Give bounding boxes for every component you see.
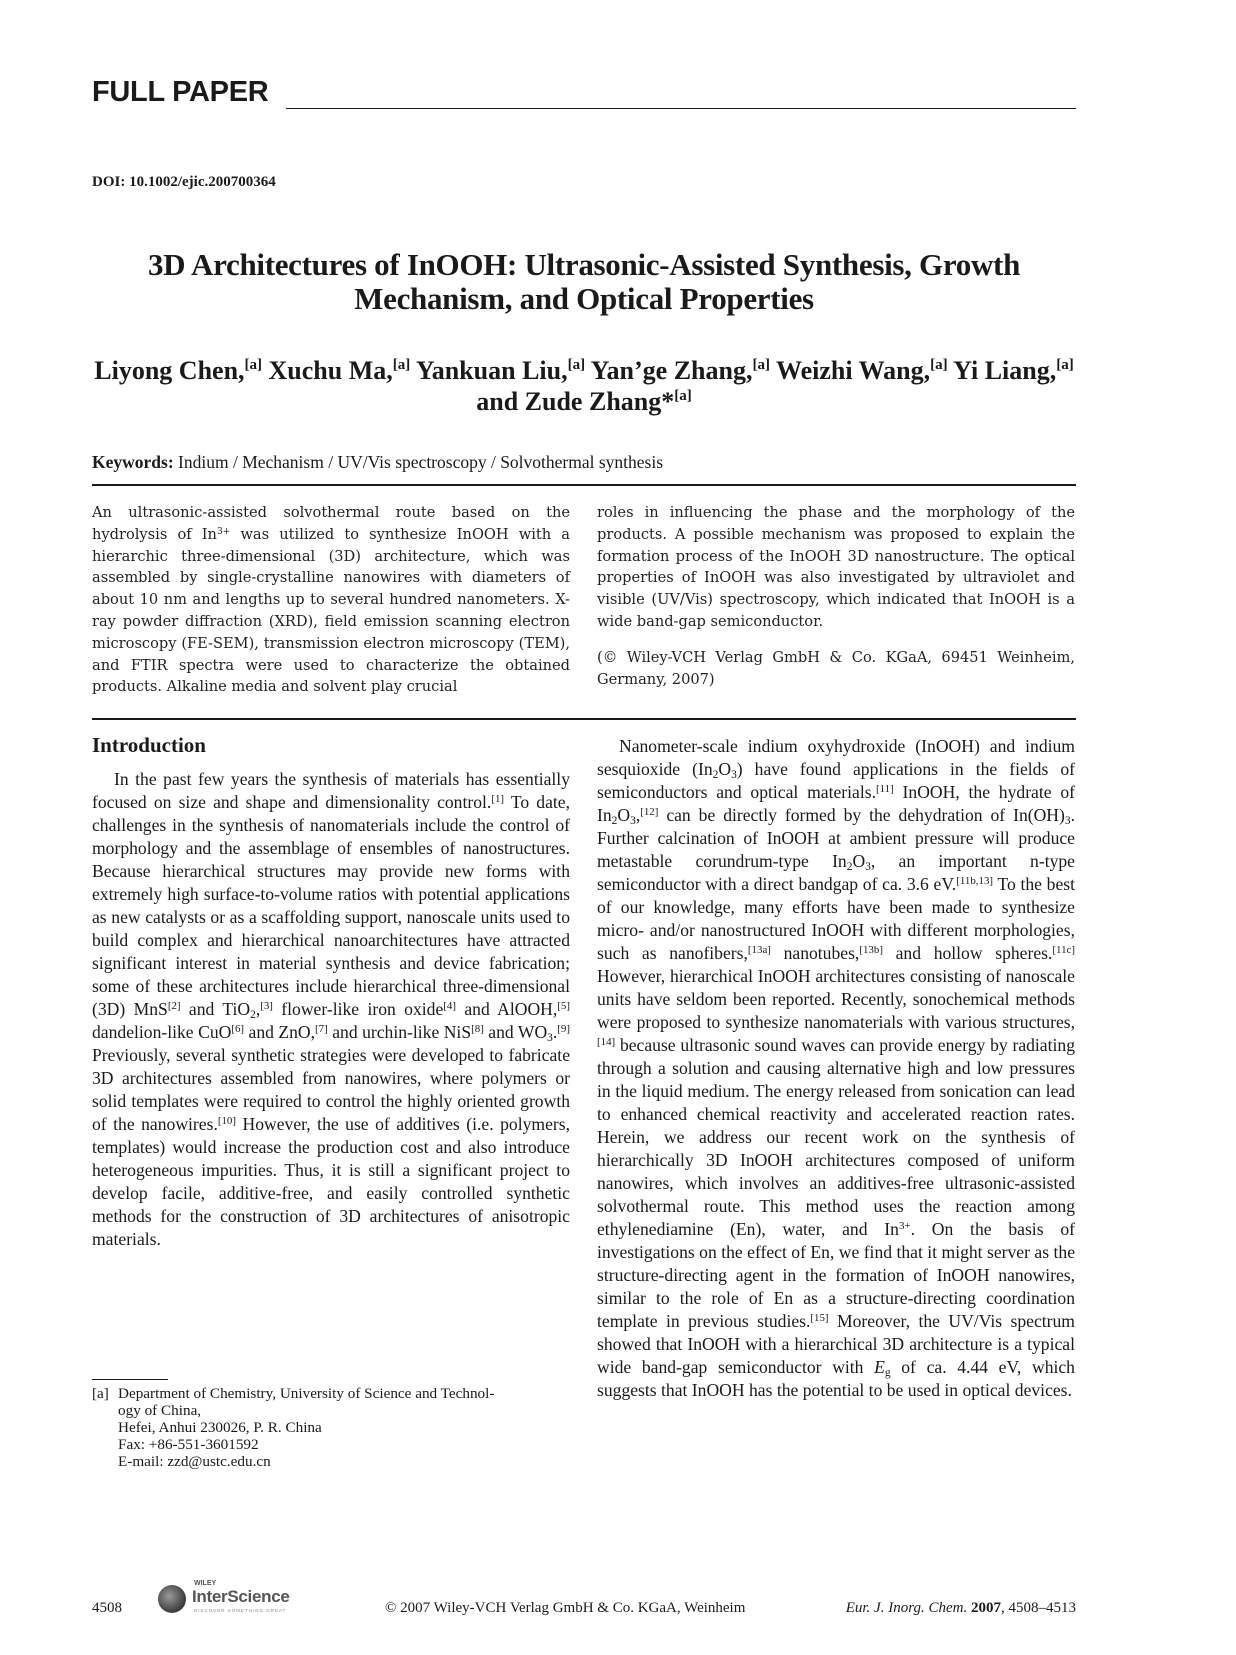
abstract-bottom-rule	[92, 718, 1076, 720]
affiliation-mark: [a]	[392, 357, 411, 373]
citation: [3]	[260, 1000, 273, 1012]
abstract-top-rule	[92, 484, 1076, 486]
author-corresponding: and Zude Zhang*	[476, 387, 675, 416]
body-left-column	[92, 768, 570, 1251]
journal-name: Eur. J. Inorg. Chem.	[845, 1600, 968, 1616]
interscience-logo: WILEY InterScience DISCOVER SOMETHING GREAT	[158, 1582, 318, 1618]
body-right-column	[597, 735, 1075, 1402]
citation: [2]	[167, 1000, 181, 1012]
paragraph: Nanometer-scale indium oxyhydroxide (InOOH) and indium sesquioxide $(In_2O_3)$ have found applications in the fields of semiconductors and optical materials.[11] InOOH, the hydrate of $In_2O_3,[12]$ can be directly formed by the dehydration of $In(OH)_3$. Further calcination of InOOH at ambient pressure will produce metastable corundrum-type $In_2O_3$, an important n-type semiconductor with a direct bandgap of ca. 3.6 eV.[11b,13] To the best of our knowledge, many efforts have been made to synthesize micro- and/or nanostructured InOOH with different morphologies, such as nanofibers,[13a] nanotubes,[13b] and hollow spheres.[11c] However, hierarchical InOOH architectures consisting of nanoscale units have seldom been reported. Recently, sonochemical methods were proposed to synthesize nanomaterials with various structures,[14] because ultrasonic sound waves can provide energy by radiating through a solution and causing alternative high and low pressures in the liquid medium. The energy released from sonication can lead to enhanced chemical reactivity and accelerated reaction rates. Herein, we address our recent work on the synthesis of hierarchically 3D InOOH architectures composed of uniform nanowires, which involves an additives-free ultrasonic-assisted solvothermal route. This method uses the reaction among ethylenediamine (En), water, and $In^{3+}$. On the basis of investigations on the effect of En, we find that it might server as the structure-directing agent in the formation of InOOH nanowires, similar to the role of En as a structure-directing coordination template in previous studies.[15] Moreover, the UV/Vis spectrum showed that InOOH with a hierarchical 3D architecture is a typical wide band-gap semiconductor with $E_g$ of ca. 4.44 eV, which suggests that InOOH has the potential to be used in optical devices.	[597, 736, 1076, 1400]
citation: [12]	[640, 806, 659, 818]
section-label: FULL PAPER	[92, 76, 269, 108]
keywords-list: Indium / Mechanism / UV/Vis spectroscopy / Solvothermal synthesis	[178, 452, 664, 472]
footnote-line: Department of Chemistry, University of Science and Technol-	[118, 1385, 495, 1402]
abstract-text: roles in influencing the phase and the morphology of the products. A possible mechanism was proposed to explain the formation process of the InOOH 3D nanostructure. The optical properties of InOOH was also investigated by ultraviolet and visible (UV/Vis) spectroscopy, which indicated that InOOH is a wide band-gap semiconductor.	[597, 504, 1075, 630]
header-rule	[286, 108, 1076, 109]
citation: [9]	[557, 1023, 570, 1035]
citation: [14]	[597, 1036, 616, 1048]
abstract-text: An ultrasonic-assisted solvothermal route based on the hydrolysis of $In^{3+}$ was utilized to synthesize InOOH with a hierarchic three-dimensional (3D) architecture, which was assembled by single-crystalline nanowires with diameters of about 10 nm and lengths up to several hundred nanometers. X-ray powder diffraction (XRD), field emission scanning electron microscopy (FE-SEM), transmission electron microscopy (TEM), and FTIR spectra were used to characterize the obtained products. Alkaline media and solvent play crucial	[92, 504, 571, 696]
citation: [10]	[217, 1115, 237, 1127]
author: Liyong Chen,	[94, 356, 245, 385]
affiliation-mark: [a]	[244, 357, 263, 373]
affiliation-mark: [a]	[930, 357, 948, 373]
affiliation-footnote	[92, 1385, 570, 1470]
citation: [7]	[315, 1023, 328, 1035]
citation: [4]	[443, 1000, 456, 1012]
footnote-line: ogy of China,	[118, 1402, 202, 1419]
affiliation-mark: [a]	[1056, 357, 1074, 373]
affiliation-mark: [a]	[674, 388, 692, 404]
title-line-2: Mechanism, and Optical Properties	[354, 281, 814, 316]
citation: [11c]	[1052, 944, 1076, 956]
citation: [5]	[557, 1000, 570, 1012]
footnote-line: Hefei, Anhui 230026, P. R. China	[118, 1419, 322, 1436]
keywords	[92, 452, 663, 473]
author: Xuchu Ma,	[268, 356, 393, 385]
abstract-left-column	[92, 502, 570, 698]
page-number: 4508	[92, 1600, 122, 1616]
citation: [8]	[471, 1023, 484, 1035]
footer-copyright: © 2007 Wiley-VCH Verlag GmbH & Co. KGaA, Weinheim	[385, 1600, 746, 1616]
affiliation-mark: [a]	[567, 357, 586, 373]
keywords-label: Keywords:	[92, 452, 174, 472]
paragraph: In the past few years the synthesis of materials has essentially focused on size and shape and dimensionality control.[1] To date, challenges in the synthesis of nanomaterials include the control of morphology and the assemblage of ensembles of nanostructures. Because hierarchical structures may provide new forms with extremely high surface-to-volume ratios with potential applications as new catalysts or as a scaffolding support, nanoscale units used to build complex and hierarchical nanoarchitectures have attracted significant interest in material synthesis and device fabrication; some of these architectures include hierarchical three-dimensional (3D) MnS[2] and TiO$_2$,[3] flower-like iron oxide[4] and AlOOH,[5] dandelion-like CuO[6] and ZnO,[7] and urchin-like NiS[8] and $WO_3.[9]$ Previously, several synthetic strategies were developed to fabricate 3D architectures assembled from nanowires, where polymers or solid templates were required to control the highly oriented growth of the nanowires.[10] However, the use of additives (i.e. polymers, templates) would increase the production cost and also introduce heterogeneous impurities. Thus, it is still a significant project to develop facile, additive-free, and easily controlled synthetic methods for the construction of 3D architectures of anisotropic materials.	[92, 769, 571, 1249]
section-heading-introduction: Introduction	[92, 733, 206, 757]
journal-year: 2007	[971, 1600, 1001, 1616]
citation: [13a]	[747, 944, 771, 956]
footnote-line: Fax: +86-551-3601592	[118, 1436, 259, 1453]
author: Weizhi Wang,	[776, 356, 931, 385]
doi: DOI: 10.1002/ejic.200700364	[92, 174, 276, 190]
journal-citation	[843, 1600, 1076, 1617]
citation: [6]	[231, 1023, 245, 1035]
journal-pages: , 4508–4513	[1001, 1600, 1076, 1616]
author-list	[92, 355, 1076, 417]
footnote-rule	[92, 1379, 168, 1380]
author: Yan’ge Zhang,	[590, 356, 753, 385]
abstract-right-column	[597, 502, 1075, 690]
author: Yi Liang,	[953, 356, 1057, 385]
affiliation-mark: [a]	[752, 357, 770, 373]
globe-icon	[158, 1585, 186, 1613]
citation: [11b,13]	[956, 875, 994, 887]
citation: [1]	[491, 793, 505, 805]
citation: [11]	[875, 783, 894, 795]
citation: [15]	[810, 1312, 829, 1324]
author: Yankuan Liu,	[415, 356, 568, 385]
citation: [13b]	[859, 944, 883, 956]
footnote-mark: [a]	[92, 1385, 109, 1402]
footnote-email: E-mail: zzd@ustc.edu.cn	[118, 1453, 271, 1470]
abstract-copyright: (© Wiley-VCH Verlag GmbH & Co. KGaA, 69451 Weinheim, Germany, 2007)	[597, 648, 1075, 688]
article-title	[92, 248, 1076, 316]
title-line-1: 3D Architectures of InOOH: Ultrasonic-Assisted Synthesis, Growth	[147, 247, 1021, 282]
